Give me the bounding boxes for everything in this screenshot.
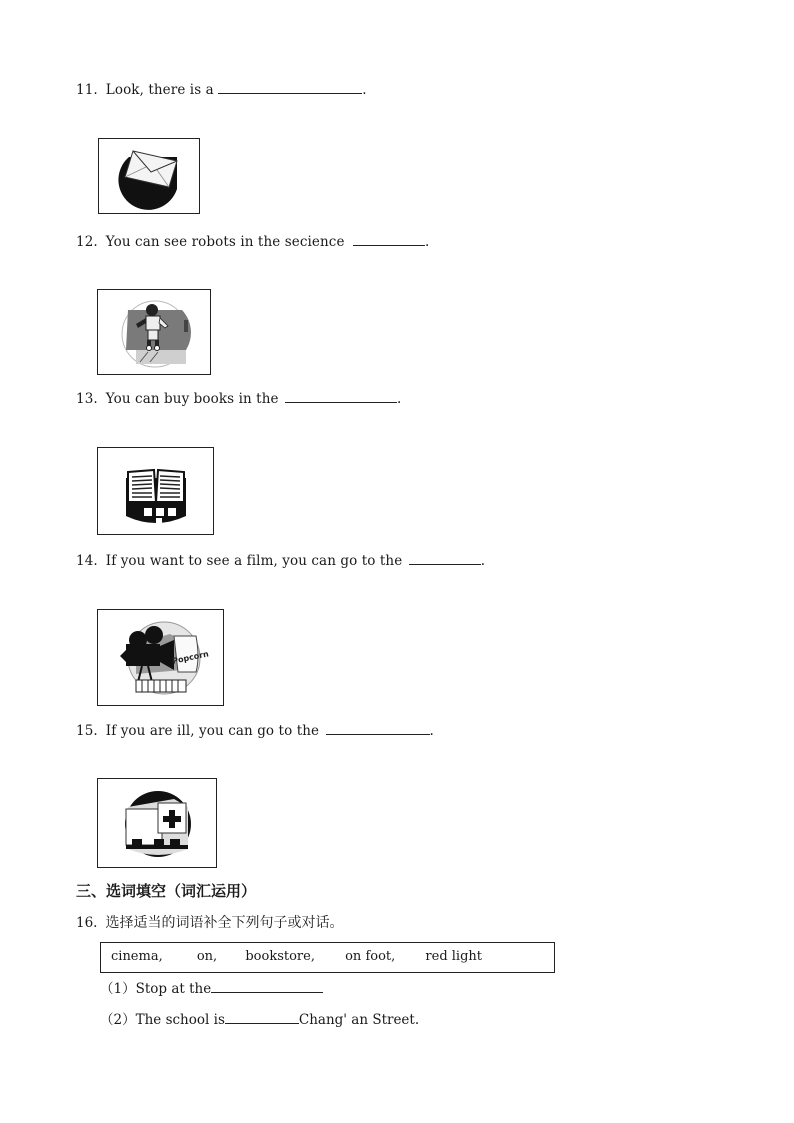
question-16-item-2: （2）The school is Chang' an Street. [100,1008,419,1028]
hospital-icon [98,779,217,868]
question-text: If you are ill, you can go to the [105,723,320,739]
answer-blank[interactable] [326,720,430,735]
answer-blank[interactable] [285,388,397,403]
question-number: 14. [76,553,98,569]
question-11: 11. Look, there is a . [76,79,367,98]
robot-icon [98,290,211,375]
picture-envelope [98,138,200,214]
word-option: red light [425,949,483,964]
section-title: 三、选词填空（词汇运用） [76,882,257,900]
film-camera-icon [98,610,224,706]
word-option: cinema, [111,949,163,964]
book-icon [98,448,214,535]
question-number: 16. [76,915,98,931]
answer-blank[interactable] [218,79,362,94]
word-option: bookstore, [245,949,315,964]
answer-blank[interactable] [409,550,481,565]
answer-blank[interactable] [225,1009,299,1024]
picture-robot [97,289,211,375]
picture-hospital [97,778,217,868]
envelope-icon [99,139,200,214]
answer-blank[interactable] [353,231,425,246]
word-option: on foot, [345,949,396,964]
answer-blank[interactable] [211,978,323,993]
question-text: You can buy books in the [105,391,279,407]
popcorn-label: Popcorn [171,649,210,666]
question-14: 14. If you want to see a film, you can go to the . [76,550,485,569]
picture-cinema [97,609,224,706]
word-option: on, [196,949,218,964]
question-number: 15. [76,723,98,739]
picture-bookstore [97,447,214,535]
word-bank [100,942,555,973]
question-16-item-1: （1）Stop at the [100,977,323,997]
question-15: 15. If you are ill, you can go to the . [76,720,434,739]
question-number: 11. [76,82,98,98]
question-text: Look, there is a [105,82,214,98]
question-number: 12. [76,234,98,250]
question-text: If you want to see a film, you can go to the [105,553,403,569]
question-13: 13. You can buy books in the . [76,388,401,407]
question-number: 13. [76,391,98,407]
question-16-instruction: 16. 选择适当的词语补全下列句子或对话。 [76,915,344,931]
question-12: 12. You can see robots in the secience . [76,231,429,250]
question-text: You can see robots in the secience [105,234,345,250]
